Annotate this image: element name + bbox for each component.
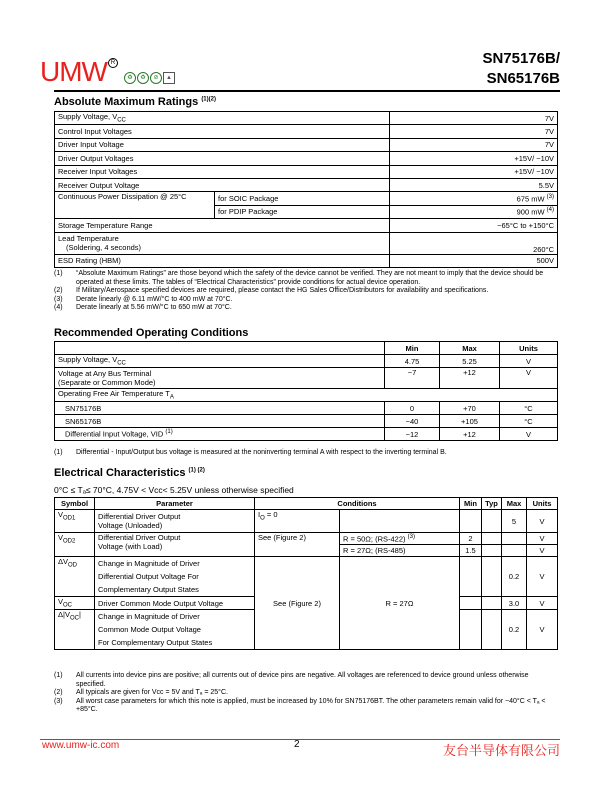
table-row: ESD Rating (HBM) 500V bbox=[55, 254, 558, 267]
esd-icon: ▲ bbox=[163, 72, 175, 84]
table-header-row: Min Max Units bbox=[55, 342, 558, 355]
table-row: $\Delta V_{OD}$ Change in Magnitude of Driver Differential Output Voltage For Complementary Output States See (Figure 2) R = 27Ω 0.2 V bbox=[55, 557, 558, 597]
amr-heading: Absolute Maximum Ratings $^{(1)(2)}$ bbox=[54, 96, 216, 108]
ec-heading: Electrical Characteristics $^{(1) (2)}$ bbox=[54, 467, 205, 479]
amr-table bbox=[54, 111, 558, 268]
page-number: 2 bbox=[294, 739, 300, 750]
registered-mark: R bbox=[108, 58, 118, 68]
table-row: Voltage at Any Bus Terminal (Separate or Common Mode) −7 +12 V bbox=[55, 368, 558, 389]
table-row: Driver Output Voltages +15V/ −10V bbox=[55, 152, 558, 165]
table-row: Driver Input Voltage 7V bbox=[55, 138, 558, 151]
table-row bbox=[55, 112, 558, 125]
table-row: $V_{OD2}$ Differential Driver Output Voltage (with Load) See (Figure 2) R = 50Ω; (RS-422) $^{(3)}$ 2 V bbox=[55, 533, 558, 545]
table-row: for PDIP Package 900 mW $^{(4)}$ bbox=[55, 205, 558, 218]
table-row: $V_{OC}$ Driver Common Mode Output Voltage 3.0 V bbox=[55, 597, 558, 610]
roc-note: (1) Differential - Input/Output bus voltage is measured at the noninverting terminal A with respect to the inverting terminal B. bbox=[54, 449, 447, 456]
footer-company-name: 友台半导体有限公司 bbox=[442, 744, 560, 759]
note-item: (3) All worst case parameters for which this note is applied, must be increased by 10% for SN75176BT. The other parameters remain valid for −40°C < Tₐ < +85°C. bbox=[54, 697, 546, 713]
table-row: Control Input Voltages 7V bbox=[55, 125, 558, 138]
table-row: R = 27Ω; (RS-485) 1.5 V bbox=[55, 545, 558, 557]
rohs-icon: ♻ bbox=[124, 72, 136, 84]
table-row: Differential Input Voltage, VID $^{(1)}$ −12 +12 V bbox=[55, 428, 558, 441]
ec-table bbox=[54, 497, 558, 650]
table-row: Receiver Input Voltages +15V/ −10V bbox=[55, 165, 558, 178]
table-row: Lead Temperature (Soldering, 4 seconds) 260°C bbox=[55, 232, 558, 254]
pb-free-icon: ⊘ bbox=[150, 72, 162, 84]
table-row: SN65176B −40 +105 °C bbox=[55, 415, 558, 428]
note-item: (3) Derate linearly @ 6.11 mW/°C to 400 mW at 70°C. bbox=[54, 295, 233, 303]
table-row: SN75176B 0 +70 °C bbox=[55, 402, 558, 415]
amr-label-supply: Supply Voltage, $V_{CC}$ bbox=[55, 112, 390, 125]
table-header-row: Symbol Parameter Conditions Min Typ Max Units bbox=[55, 498, 558, 510]
table-row: $\Delta|V_{OC}|$ Change in Magnitude of Driver Common Mode Output Voltage For Complementary Output States 0.2 V bbox=[55, 610, 558, 650]
table-row: Operating Free Air Temperature $T_A$ bbox=[55, 389, 558, 402]
roc-table bbox=[54, 341, 558, 441]
amr-notes bbox=[54, 270, 558, 313]
roc-heading: Recommended Operating Conditions bbox=[54, 327, 249, 339]
header-divider bbox=[54, 90, 560, 92]
company-logo: UMW bbox=[40, 56, 107, 87]
note-item: (4) Derate linearly at 5.56 mW/°C to 650 mW at 70°C. bbox=[54, 304, 232, 311]
ec-condition-line: 0°C ≤ Tₐ≤ 70°C, 4.75V < Vᴄᴄ< 5.25V unless otherwise specified bbox=[54, 485, 294, 495]
note-item: (2) All typicals are given for Vᴄᴄ = 5V and Tₐ = 25°C. bbox=[54, 689, 228, 696]
footer-website-link[interactable]: www.umw-ic.com bbox=[42, 740, 120, 751]
note-item: (1) “Absolute Maximum Ratings” are those beyond which the safety of the device cannot be verified. They are not meant to imply that the device should be operated at these limits. The tables of “Electrical Characteristics” provide conditions for actual device operation. bbox=[54, 270, 544, 286]
amr-value: 7V bbox=[390, 112, 558, 125]
table-row: $V_{OD1}$ Differential Driver Output Voltage (Unloaded) $I_O = 0$ 5 V bbox=[55, 510, 558, 533]
table-row: Receiver Output Voltage 5.5V bbox=[55, 178, 558, 191]
part-number: SN75176B/ SN65176B bbox=[482, 50, 560, 87]
ec-notes bbox=[54, 672, 558, 715]
table-row: Storage Temperature Range −65°C to +150°C bbox=[55, 219, 558, 232]
green-icon: ♻ bbox=[137, 72, 149, 84]
table-row: Supply Voltage, $V_{CC}$ 4.75 5.25 V bbox=[55, 355, 558, 368]
table-row: Continuous Power Dissipation @ 25°C for SOIC Package 675 mW $^{(3)}$ bbox=[55, 192, 558, 205]
note-item: (1) All currents into device pins are positive; all currents out of device pins are negative. All voltages are referenced to device ground unless otherwise specified. bbox=[54, 672, 529, 688]
note-item: (2) If Military/Aerospace specified devices are required, please contact the HG Sales Office/Distributors for availability and specifications. bbox=[54, 287, 489, 294]
